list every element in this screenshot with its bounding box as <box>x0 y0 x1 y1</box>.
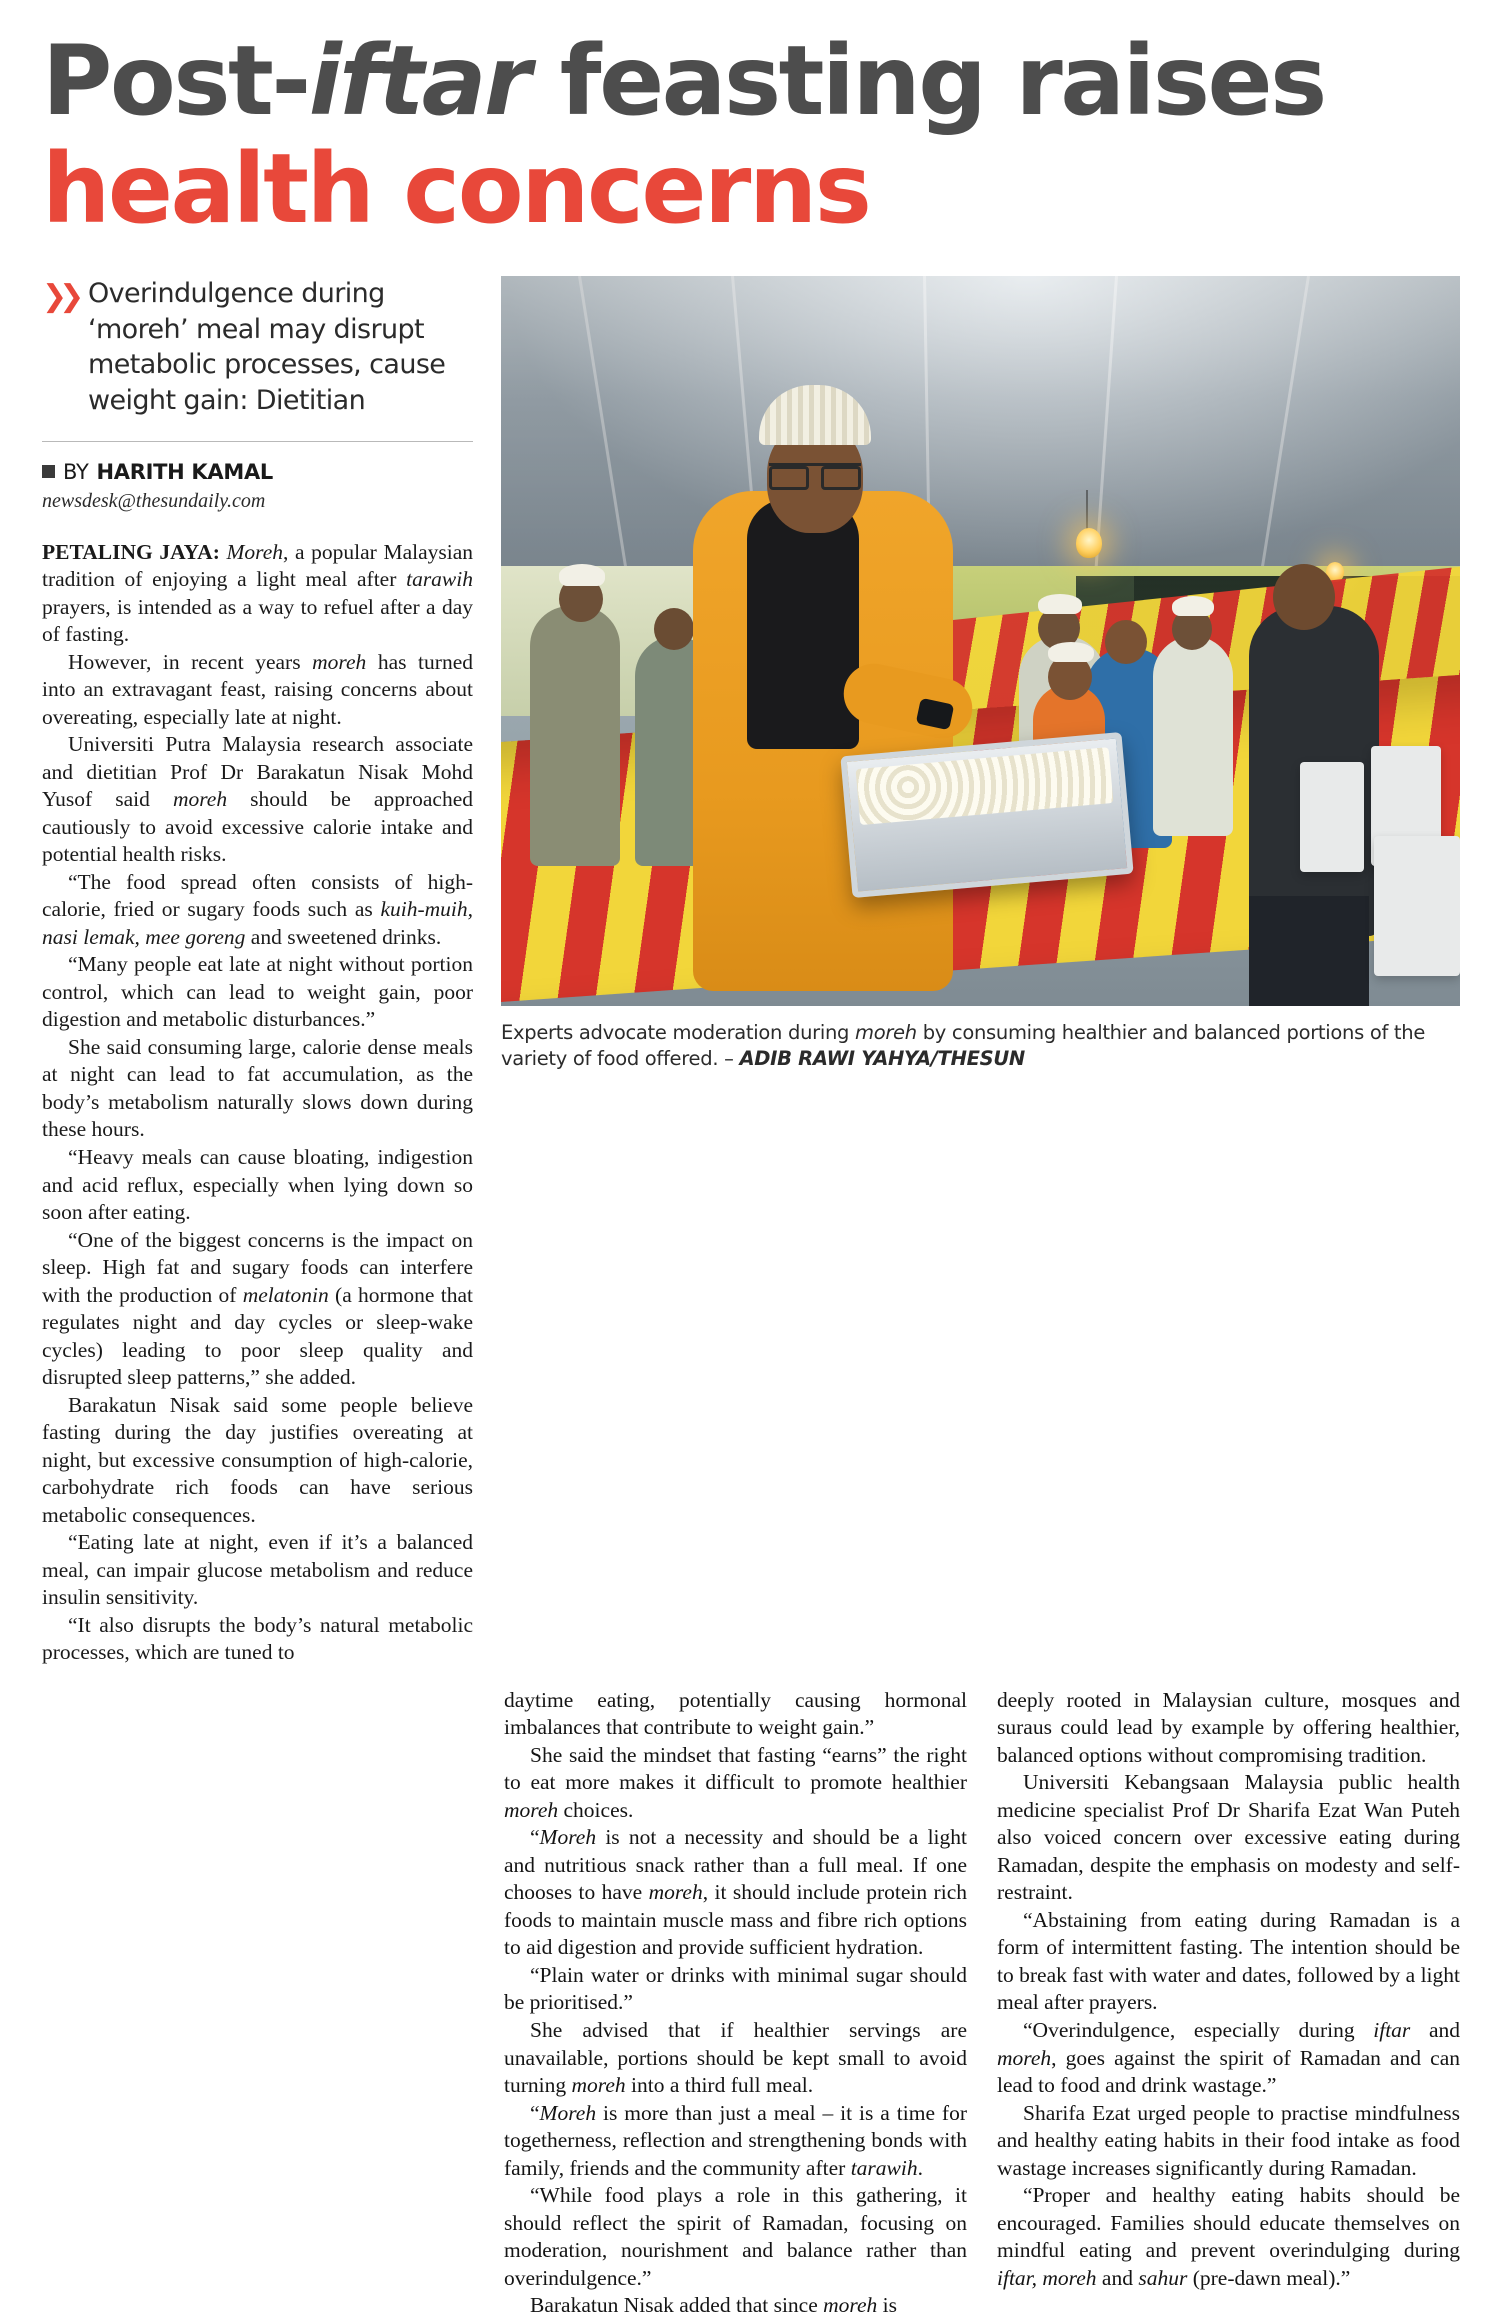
headline-line1-post: feasting raises <box>528 25 1325 137</box>
photo-credit: ADIB RAWI YAHYA/THESUN <box>739 1047 1025 1071</box>
headline-line1-italic: iftar <box>308 25 529 137</box>
paragraph: Barakatun Nisak added that since moreh is <box>530 2293 897 2318</box>
body-columns-area <box>0 1667 1500 2320</box>
divider-rule <box>42 441 473 442</box>
paragraph: She advised that if healthier servings are unavailable, portions should be kept small to avoid turning moreh into a third full meal. <box>504 2017 967 2098</box>
photo-column <box>497 276 1460 1667</box>
lamp-wire <box>1086 490 1088 530</box>
songkok-cap-icon <box>559 564 605 586</box>
byline-by-label: BY <box>63 459 89 484</box>
paragraph-text: Moreh, a popular Malaysian tradition of enjoying a light meal after tarawih prayers, is intended as a way to refuel after a day of fasting. <box>42 539 474 647</box>
caption-part-2: by consuming healthier and balanced portions of the variety of food offered. – <box>501 1021 1426 1071</box>
foreground-person-right-head <box>1273 564 1335 630</box>
byline-author: HARITH KAMAL <box>96 459 273 484</box>
paragraph: However, in recent years moreh has turned into an extravagant feast, raising concerns about overeating, especially late at night. <box>42 649 473 729</box>
caption-italic: moreh <box>855 1021 917 1045</box>
paragraph: “The food spread often consists of high-calorie, fried or sugary foods such as kuih-muih, nasi lemak, mee goreng and sweetened drinks. <box>42 869 473 949</box>
paragraph: “Abstaining from eating during Ramadan is a form of intermittent fasting. The intention should be to break fast with water and dates, followed by a light meal after prayers. <box>997 1907 1460 2015</box>
paragraph: “While food plays a role in this gathering, it should reflect the spirit of Ramadan, focusing on moderation, nourishment and balance rather than overindulgence.” <box>504 2183 967 2290</box>
top-area <box>0 276 1500 1667</box>
paragraph: “Overindulgence, especially during iftar and moreh, goes against the spirit of Ramadan and can lead to food and drink wastage.” <box>997 2017 1460 2098</box>
paragraph: “Many people eat late at night without portion control, which can lead to weight gain, poor digestion and metabolic disturbances.” <box>42 952 473 1032</box>
headline-block <box>0 0 1500 246</box>
background-person <box>1153 636 1233 836</box>
headline-line1-pre: Post- <box>42 25 309 137</box>
paragraph: She said consuming large, calorie dense meals at night can lead to fat accumulation, as the body’s metabolism naturally slows down during these hours. <box>42 1034 473 1142</box>
foreground-person-right-legs <box>1249 896 1369 1006</box>
double-chevron-right-icon: ❯❯ <box>42 279 77 315</box>
paragraph: “One of the biggest concerns is the impact on sleep. High fat and sugary foods can interfere with the production of melatonin (a hormone that regulates night and day cycles or sleep-wake cycles) leading to poor sleep quality and disrupted sleep patterns,” she added. <box>42 1227 473 1390</box>
photo-caption <box>501 1020 1460 1073</box>
standfirst <box>42 276 473 419</box>
foreground-man-serving <box>693 371 963 991</box>
moreh-communal-meal-photo <box>501 276 1460 1006</box>
headline-line-2: health concerns <box>42 133 870 246</box>
songkok-cap-icon <box>1048 642 1094 662</box>
songkok-cap-icon <box>759 385 871 445</box>
rice-food <box>856 747 1114 825</box>
paragraph: deeply rooted in Malaysian culture, mosques and suraus could lead by example by offering healthier, balanced options without compromising tradition. <box>997 1687 1460 1767</box>
paragraph: “It also disrupts the body’s natural metabolic processes, which are tuned to <box>42 1612 473 1665</box>
songkok-cap-icon <box>1172 596 1214 616</box>
paragraph: She said the mindset that fasting “earns” the right to eat more makes it difficult to promote healthier moreh choices. <box>504 1742 967 1822</box>
standfirst-text: Overindulgence during ‘moreh’ meal may disrupt metabolic processes, cause weight gain: Dietitian <box>88 278 446 417</box>
food-tray <box>841 732 1134 898</box>
paragraph: Universiti Kebangsaan Malaysia public health medicine specialist Prof Dr Sharifa Ezat Wan Puteh also voiced concern over excessive eating during Ramadan, despite the emphasis on modesty and self-restraint. <box>997 1770 1460 1905</box>
plastic-chair <box>1374 836 1460 976</box>
paragraph: “Eating late at night, even if it’s a balanced meal, can impair glucose metabolism and reduce insulin sensitivity. <box>42 1530 473 1610</box>
tent-shading <box>501 276 1460 576</box>
caption-part-1: Experts advocate moderation during <box>501 1021 855 1045</box>
paragraph: Sharifa Ezat urged people to practise mindfulness and healthy eating habits in their food intake as food wastage increases significantly during Ramadan. <box>997 2100 1460 2180</box>
eyeglasses-icon <box>769 463 861 484</box>
background-person <box>530 606 620 866</box>
byline-email: newsdesk@thesundaily.com <box>42 489 266 512</box>
paragraph <box>42 539 473 649</box>
headline-line-1 <box>42 25 1460 137</box>
hanging-lamp-icon <box>1076 528 1102 558</box>
man-shirt-panel <box>747 499 859 749</box>
paragraph: daytime eating, potentially causing hormonal imbalances that contribute to weight gain.” <box>504 1687 967 1740</box>
left-column <box>42 276 497 1667</box>
paragraph: Barakatun Nisak said some people believe fasting during the day justifies overeating at night, but excessive consumption of high-calorie, carbohydrate rich foods can have serious metabolic consequences. <box>42 1392 473 1527</box>
dateline-label: PETALING JAYA: <box>42 539 220 564</box>
body-column-2 <box>504 1687 967 2320</box>
paragraph: “Plain water or drinks with minimal sugar should be prioritised.” <box>504 1962 967 2015</box>
paragraph: “Moreh is more than just a meal – it is a time for togetherness, reflection and strengthening bonds with family, friends and the community after tarawih. <box>504 2100 967 2180</box>
plastic-chair <box>1300 762 1364 872</box>
paragraph: “Heavy meals can cause bloating, indigestion and acid reflux, especially when lying down so soon after eating. <box>42 1145 473 1225</box>
songkok-cap-icon <box>1038 594 1082 614</box>
paragraph: Universiti Putra Malaysia research associate and dietitian Prof Dr Barakatun Nisak Mohd Yusof said moreh should be approached cautiously to avoid excessive calorie intake and potential health risks. <box>42 732 473 867</box>
body-column-3 <box>997 1687 1460 2320</box>
background-person-head <box>1105 620 1147 664</box>
paragraph: “Moreh is not a necessity and should be a light and nutritious snack rather than a full meal. If one chooses to have moreh, it should include protein rich foods to maintain muscle mass and fibre rich options to aid digestion and provide sufficient hydration. <box>504 1825 967 1960</box>
byline-square-icon <box>42 465 55 478</box>
body-column-1 <box>42 539 473 1667</box>
paragraph: “Proper and healthy eating habits should be encouraged. Families should educate themselves on mindful eating and prevent overindulging during iftar, moreh and sahur (pre-dawn meal).” <box>997 2183 1460 2290</box>
byline <box>42 460 473 484</box>
